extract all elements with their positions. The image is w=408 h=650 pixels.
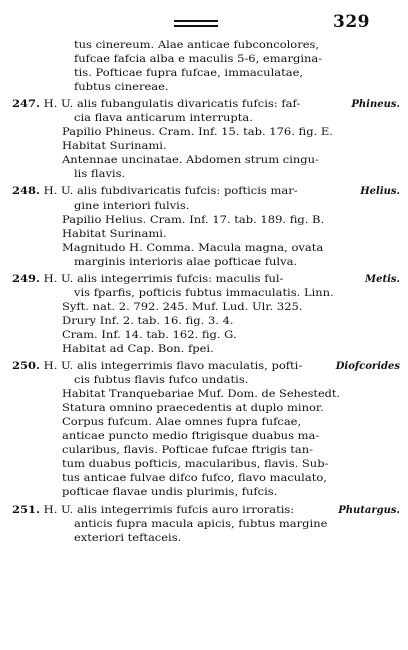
line-text: anticae puncto medio ftrigisque duabus ma-	[62, 431, 320, 443]
text-line	[12, 287, 400, 301]
line-text: 249. H. U. alis integerrimis fufcis: maculis ful-	[12, 273, 284, 285]
line-text: Drury Inf. 2. tab. 16. fig. 3. 4.	[62, 315, 234, 327]
text-line	[12, 53, 400, 67]
text-line	[12, 416, 400, 430]
entry-first-line	[12, 360, 400, 374]
line-text: 248. H. U. alis fubdivaricatis fufcis: pofticis mar-	[12, 186, 298, 198]
entry-first-line	[12, 273, 400, 287]
entry-first-line	[12, 185, 400, 199]
line-text: cis fubtus flavis fufco undatis.	[74, 375, 249, 387]
text-line	[12, 518, 400, 532]
text-line	[12, 343, 400, 357]
line-text: 250. H. U. alis integerrimis flavo maculatis, pofti-	[12, 361, 303, 373]
text-line	[12, 430, 400, 444]
page-header	[0, 10, 408, 40]
text-line	[12, 81, 400, 95]
text-line	[12, 154, 400, 168]
line-text: lis flavis.	[74, 169, 126, 181]
text-line	[12, 228, 400, 242]
header-double-rule-bottom	[174, 25, 218, 27]
entry-number: 251.	[12, 504, 41, 516]
line-text: fubtus cinereae.	[74, 82, 169, 94]
line-text: Corpus fufcum. Alae omnes fupra fufcae,	[62, 417, 302, 429]
line-text: Cram. Inf. 14. tab. 162. fig. G.	[62, 329, 237, 341]
text-line	[12, 67, 400, 81]
text-line	[12, 486, 400, 500]
line-text: tum duabus pofticis, macularibus, flavis. Sub-	[62, 459, 329, 471]
text-line	[12, 140, 400, 154]
line-text: vis fparfis, pofticis fubtus immaculatis. Linn.	[74, 287, 334, 299]
text-line	[12, 39, 400, 53]
text-line	[12, 112, 400, 126]
line-text: 251. H. U. alis integerrimis fufcis auro irroratis:	[12, 504, 295, 516]
line-text: Statura omnino praecedentis at duplo minor.	[62, 403, 324, 415]
text-line	[12, 214, 400, 228]
header-double-rule-top	[174, 20, 218, 22]
line-text: pofticae flavae undis plurimis, fufcis.	[62, 487, 278, 499]
line-text: Papilio Phineus. Cram. Inf. 15. tab. 176. fig. E.	[62, 127, 333, 139]
margin-species-name: Metis.	[365, 273, 400, 285]
line-text: Habitat ad Cap. Bon. fpei.	[62, 343, 214, 355]
margin-species-name: Helius.	[360, 186, 400, 198]
entry-number: 247.	[12, 99, 41, 111]
margin-species-name: Phineus.	[351, 99, 400, 111]
text-line	[12, 168, 400, 182]
text-line	[12, 402, 400, 416]
text-line	[12, 301, 400, 315]
line-text: Antennae uncinatae. Abdomen strum cingu-	[62, 155, 319, 167]
line-text: Papilio Helius. Cram. Inf. 17. tab. 189. fig. B.	[62, 214, 325, 226]
margin-species-name: Diofcorides	[335, 361, 400, 373]
text-line	[12, 242, 400, 256]
entry-first-line	[12, 98, 400, 112]
text-line	[12, 458, 400, 472]
text-line	[12, 200, 400, 214]
line-text: Habitat Tranquebariae Muf. Dom. de Sehestedt.	[62, 389, 341, 401]
line-text: Habitat Surinami.	[62, 228, 167, 240]
page-body-text	[12, 39, 400, 546]
line-text: tus cinereum. Alae anticae fubconcolores,	[74, 40, 320, 51]
line-text: Magnitudo H. Comma. Macula magna, ovata	[62, 242, 324, 254]
line-text: tus anticae fulvae difco fufco, flavo maculato,	[62, 473, 327, 485]
line-text: Habitat Surinami.	[62, 141, 167, 153]
entry-first-line	[12, 504, 400, 518]
line-text: gine interiori fulvis.	[74, 200, 190, 212]
text-line	[12, 472, 400, 486]
text-line	[12, 315, 400, 329]
text-line	[12, 388, 400, 402]
text-line	[12, 256, 400, 270]
line-text: marginis interioris alae pofticae fulva.	[74, 256, 298, 268]
line-text: anticis fupra macula apicis, fubtus margine	[74, 518, 328, 530]
text-line	[12, 532, 400, 546]
text-line	[12, 329, 400, 343]
line-text: 247. H. U. alis fubangulatis divaricatis fufcis: faf-	[12, 99, 301, 111]
line-text: Syft. nat. 2. 792. 245. Muf. Lud. Ulr. 325.	[62, 301, 303, 313]
line-text: exteriori teftaceis.	[74, 532, 182, 544]
margin-species-name: Phutargus.	[338, 504, 400, 516]
line-text: fufcae fafcia alba e maculis 5-6, emargina-	[74, 54, 323, 66]
text-line	[12, 444, 400, 458]
text-line	[12, 374, 400, 388]
entry-number: 249.	[12, 273, 41, 285]
page-number: 329	[333, 12, 370, 32]
line-text: cia flava anticarum interrupta.	[74, 113, 253, 125]
line-text: tis. Pofticae fupra fufcae, immaculatae,	[74, 68, 304, 80]
line-text: cularibus, flavis. Pofticae fufcae ftrigis tan-	[62, 445, 314, 457]
entry-number: 250.	[12, 361, 41, 373]
text-line	[12, 126, 400, 140]
entry-number: 248.	[12, 186, 41, 198]
